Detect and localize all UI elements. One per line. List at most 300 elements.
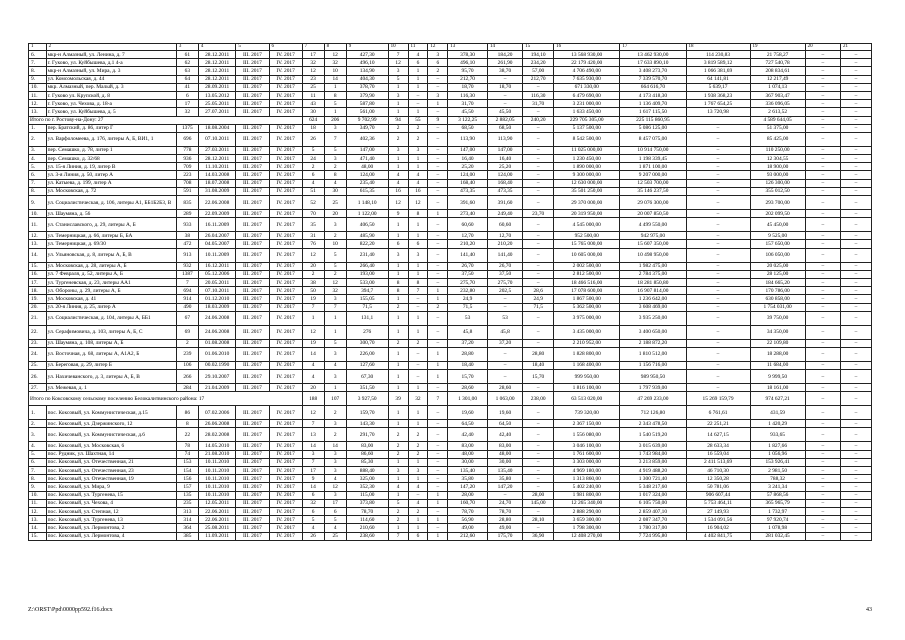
table-cell: 1 [388,370,408,384]
table-cell: 10.11.2010 [198,483,236,491]
table-cell: 932 [176,262,198,270]
table-cell: 4 [408,171,428,179]
table-cell: 25.05.2011 [198,100,236,108]
table-cell: 15 269 159,79 [686,392,750,406]
table-cell: 5 [324,262,346,270]
cell-address: пос. Коксовый, ул. Степная, 12 [46,507,176,515]
table-cell: 64,50 [487,420,522,428]
table-row [29,51,872,59]
cell-index: 8. [29,67,47,75]
table-cell: III. 2017 [236,339,269,347]
table-cell: 27.07.2011 [198,108,236,116]
table-cell: 13.05.2012 [198,91,236,99]
table-cell: 351,50 [346,384,388,392]
table-cell: 473,35 [448,187,488,195]
table-cell: – [523,339,554,347]
cell-address: ул. Тургеневская, д. 23, литеры АА1 [46,278,176,286]
table-cell: – [428,384,448,392]
table-cell: 9 300 000,00 [554,171,620,179]
table-cell: 266 [176,370,198,384]
table-cell: III. 2017 [236,325,269,339]
table-cell: 5 [324,248,346,262]
table-cell: 31,70 [448,100,488,108]
table-cell: 1 [408,262,428,270]
table-cell: 9 702,99 [346,116,388,124]
table-cell: 57,00 [523,67,554,75]
table-cell: 25.08.2011 [198,524,236,532]
table-cell: – [840,458,871,466]
column-number: 5 [236,44,269,51]
table-cell: 12 630 000,00 [554,179,620,187]
column-number: 12 [428,44,448,51]
table-cell: – [428,240,448,248]
table-cell: 12 [302,406,324,420]
cell-index: 13. [29,108,47,116]
table-cell: – [840,51,871,59]
table-cell: 5 [302,146,324,154]
table-cell: – [523,179,554,187]
table-cell: – [805,100,840,108]
table-cell: – [840,507,871,515]
table-cell: 284 [176,384,198,392]
table-cell: – [805,108,840,116]
table-cell: 25 [324,196,346,210]
cell-index: 12. [29,100,47,108]
cell-address: мкр-н Алмазный, ул. Ленина, д. 7 [46,51,176,59]
table-cell: III. 2017 [236,248,269,262]
table-cell: III. 2017 [236,240,269,248]
table-row [29,108,872,116]
table-cell: – [523,155,554,163]
table-cell: – [686,347,750,361]
table-cell: 4 [388,171,408,179]
table-cell: III. 2017 [236,475,269,483]
table-cell: 591 [176,187,198,195]
table-cell: 50 [302,287,324,295]
table-cell: 107 [324,392,346,406]
table-cell: IV. 2017 [269,124,302,132]
table-cell: 5 [302,516,324,524]
table-cell: 3 [388,467,408,475]
table-cell: – [840,406,871,420]
table-row [29,311,872,325]
table-cell: 2 367 150,00 [554,420,620,428]
table-cell: 7 [302,303,324,311]
table-cell: 45 450,00 [750,218,805,232]
table-cell: 28,60 [448,384,488,392]
table-cell: 85,30 [346,458,388,466]
table-cell: 9 999,50 [750,370,805,384]
column-number: 9 [346,44,388,51]
table-cell: 28.12.2011 [198,51,236,59]
table-cell: – [805,59,840,67]
cell-index: 14. [29,524,47,532]
table-cell: 1387 [176,270,198,278]
table-cell: 28 633,34 [686,442,750,450]
page-number: 43 [866,607,872,613]
table-cell: – [805,458,840,466]
table-cell: – [523,124,554,132]
table-row [29,163,872,171]
cell-address: пер. Братский, д. 86, литер Г [46,124,176,132]
table-cell: 45,50 [487,108,522,116]
table-cell: – [805,248,840,262]
table-cell: 2 [408,428,428,442]
column-number: 2 [46,44,176,51]
table-cell: 2 [324,406,346,420]
table-cell: 6 [302,171,324,179]
table-cell: – [408,370,428,384]
table-cell: – [523,384,554,392]
table-cell: IV. 2017 [269,450,302,458]
table-cell: IV. 2017 [269,491,302,499]
table-cell: 12 [324,278,346,286]
table-cell: 15 607 350,00 [620,240,686,248]
table-row [29,450,872,458]
table-cell: – [428,278,448,286]
table-cell: – [805,262,840,270]
table-cell: – [840,325,871,339]
table-cell: IV. 2017 [269,278,302,286]
table-cell: 12 [408,196,428,210]
table-cell: IV. 2017 [269,458,302,466]
table-cell: 8 [408,210,428,218]
cell-address: ул. Станиславского, д. 29, литеры А, Б [46,218,176,232]
table-cell: – [805,116,840,124]
table-cell: – [487,91,522,99]
table-cell: 51 [302,187,324,195]
table-cell: 114,60 [346,516,388,524]
table-cell: 7 [302,458,324,466]
table-cell: 28,00 [523,491,554,499]
table-cell: 156 [176,475,198,483]
table-cell: 3 [324,458,346,466]
column-number: 16 [554,44,620,51]
cell-index: 15. [29,532,47,540]
table-cell: 1 890 000,00 [554,163,620,171]
table-cell: III. 2017 [236,218,269,232]
table-cell: 4 969 180,00 [554,467,620,475]
table-cell: 20 [302,384,324,392]
table-cell: 202 099,50 [750,210,805,218]
table-cell: – [805,295,840,303]
cell-index: 6. [29,51,47,59]
table-cell: 325,00 [346,475,388,483]
cell-index: 17. [29,278,47,286]
table-cell: 16,40 [448,155,488,163]
table-cell: 24 [302,155,324,163]
table-cell: – [523,428,554,442]
table-cell: – [805,384,840,392]
table-cell: – [428,232,448,240]
table-cell: – [805,75,840,83]
table-cell: 32 [302,59,324,67]
table-cell: 1 148,10 [346,196,388,210]
table-cell: 18.03.2009 [198,303,236,311]
table-cell: 157 650,00 [750,240,805,248]
table-cell: – [428,124,448,132]
table-cell: 28.12.2011 [198,75,236,83]
table-cell: III. 2017 [236,532,269,540]
table-cell: 71,5 [346,303,388,311]
table-cell: 273,40 [448,210,488,218]
table-cell: 55 [408,116,428,124]
table-cell: 3 [428,91,448,99]
table-cell: – [523,406,554,420]
table-cell: IV. 2017 [269,51,302,59]
table-cell: – [840,270,871,278]
table-row [29,406,872,420]
table-cell: – [523,108,554,116]
table-cell: 1 063,00 [487,392,522,406]
table-cell: IV. 2017 [269,75,302,83]
table-cell: 5 402 240,00 [554,483,620,491]
table-cell: 95,70 [448,67,488,75]
table-cell: – [523,483,554,491]
registry-table [28,43,872,541]
table-cell: 25 [324,532,346,540]
table-cell: 141,40 [448,248,488,262]
table-cell: 12 350,28 [686,475,750,483]
cell-address: ул. Темерницкая, д. 69/30 [46,240,176,248]
table-cell: 43 [302,100,324,108]
table-cell: 62 [176,59,198,67]
table-cell: IV. 2017 [269,347,302,361]
table-cell: 11.10.2011 [198,163,236,171]
cell-address: ул. Московская, д. 72 [46,187,176,195]
table-cell: 1 754 031,00 [750,303,805,311]
table-cell: 671 330,00 [554,83,620,91]
table-row [29,442,872,450]
table-cell: III. 2017 [236,146,269,154]
table-cell: III. 2017 [236,262,269,270]
column-number: 15 [523,44,554,51]
column-number: 20 [805,44,840,51]
table-cell: 135,40 [487,467,522,475]
table-row [29,171,872,179]
table-cell: 3 241,34 [750,483,805,491]
table-cell: 210,60 [346,524,388,532]
table-cell: III. 2017 [236,163,269,171]
table-cell: – [428,270,448,278]
table-cell: 3 [324,124,346,132]
table-row [29,467,872,475]
table-cell: 12 503 700,00 [620,179,686,187]
table-cell: – [805,370,840,384]
column-number: 6 [269,44,302,51]
cell-address: ул. Комсомольская, д. 44 [46,75,176,83]
table-cell: IV. 2017 [269,524,302,532]
table-cell: 18 281 850,80 [620,278,686,286]
table-cell: – [805,483,840,491]
table-row [29,83,872,91]
table-cell: III. 2017 [236,361,269,369]
table-cell: – [805,179,840,187]
table-row [29,240,872,248]
table-cell: 276 [346,325,388,339]
cell-address: пос. Коксовый, ул. Тургенева, 15 [46,491,176,499]
table-row [29,278,872,286]
table-cell: 93 000,00 [750,171,805,179]
table-cell: – [523,507,554,515]
table-cell: 18 [302,124,324,132]
table-cell: 39 750,00 [750,311,805,325]
table-cell: – [840,384,871,392]
table-cell: 28.12.2011 [198,67,236,75]
table-cell: III. 2017 [236,406,269,420]
table-cell: 261,90 [487,59,522,67]
table-cell: 1 871 100,00 [620,163,686,171]
cell-index: 20. [29,303,47,311]
table-cell: III. 2017 [236,179,269,187]
table-cell: IV. 2017 [269,100,302,108]
table-cell: 11 [302,91,324,99]
table-cell: 8 [388,287,408,295]
column-number: 18 [686,44,750,51]
table-cell: 13 462 930,00 [620,51,686,59]
table-row [29,347,872,361]
table-cell: IV. 2017 [269,83,302,91]
table-cell: 490 [176,303,198,311]
table-cell: 5 [324,100,346,108]
table-cell: 29.10.2007 [198,370,236,384]
table-cell: – [428,467,448,475]
cell-address: ул. 7 Февраля, д. 52, литеры А, Б [46,270,176,278]
table-cell: 16 559,04 [686,450,750,458]
table-cell: 2 188 872,20 [620,339,686,347]
table-cell: 1 230 450,00 [554,155,620,163]
table-cell: – [686,270,750,278]
table-cell: 3 [324,347,346,361]
table-cell: 373,80 [346,499,388,507]
table-cell: 25 [302,83,324,91]
table-cell: 473,35 [487,187,522,195]
table-cell: 78,70 [346,507,388,515]
table-cell: 1 300 721,40 [620,475,686,483]
table-cell: 194,10 [523,51,554,59]
table-cell: – [805,524,840,532]
table-cell: 74 [176,450,198,458]
table-cell: 147,20 [448,483,488,491]
table-cell: III. 2017 [236,303,269,311]
table-cell: 1 122,00 [346,210,388,218]
table-cell: – [840,196,871,210]
table-cell: 223 [176,171,198,179]
cell-address: ул. 3-я Линия, д. 50, литер А [46,171,176,179]
table-cell: – [408,100,428,108]
table-cell: – [840,467,871,475]
table-cell: 3 608 469,00 [620,303,686,311]
table-cell: 266,40 [346,262,388,270]
table-cell: – [805,507,840,515]
table-cell: 1 534 091,56 [686,516,750,524]
table-cell: – [840,116,871,124]
table-cell: 36,90 [523,532,554,540]
table-cell: 20.05.2011 [198,278,236,286]
table-cell: 25,20 [448,163,488,171]
table-cell: 1 767 654,25 [686,100,750,108]
table-cell: 14 627,15 [686,428,750,442]
table-cell: – [523,196,554,210]
table-cell: 561,00 [346,108,388,116]
table-cell: – [840,516,871,524]
cell-address: ул. 15-я Линия, д. 19, литер В [46,163,176,171]
cell-index: 11. [29,218,47,232]
table-cell: III. 2017 [236,384,269,392]
table-cell: 4 402 841,75 [686,532,750,540]
table-cell: 23 [302,75,324,83]
table-cell: 113,90 [448,132,488,146]
table-cell: 1 [408,406,428,420]
table-cell: 4 [302,179,324,187]
table-cell: 1 [388,232,408,240]
table-cell: 7 724 995,80 [620,532,686,540]
table-cell: – [840,108,871,116]
table-cell: 17 [302,51,324,59]
table-cell: – [428,475,448,483]
table-cell: 1 867 500,00 [554,295,620,303]
table-cell: – [686,155,750,163]
table-cell: III. 2017 [236,75,269,83]
table-cell: 1 [408,420,428,428]
table-cell: 6 761,61 [686,406,750,420]
table-cell: 26,70 [448,262,488,270]
table-cell: – [686,163,750,171]
table-cell: 1 [408,311,428,325]
table-cell: 60,60 [487,218,522,232]
table-cell: 94 [388,116,408,124]
table-cell: 53 [487,311,522,325]
table-cell: – [523,146,554,154]
table-cell: 212,60 [448,532,488,540]
table-cell: 28,60 [487,384,522,392]
table-cell: – [523,450,554,458]
table-cell: 12 [388,196,408,210]
table-cell: 116,30 [523,91,554,99]
table-cell: III. 2017 [236,516,269,524]
table-cell: – [487,75,522,83]
table-cell: 16.11.2009 [198,218,236,232]
table-cell: 124,00 [448,171,488,179]
column-number: 11 [408,44,428,51]
table-cell: 18 466 516,00 [554,278,620,286]
table-cell: 30 [302,108,324,116]
table-cell: 2 [176,339,198,347]
table-cell: 41 [176,83,198,91]
table-cell: 2 [324,232,346,240]
table-cell: 5 639,17 [686,83,750,91]
table-row [29,384,872,392]
table-cell: 05.12.2006 [198,270,236,278]
table-cell: – [805,270,840,278]
table-cell: – [487,303,522,311]
table-row [29,499,872,507]
table-cell: 16 904,02 [686,524,750,532]
table-cell: 7 635 930,00 [554,75,620,83]
table-cell: 24,9 [448,295,488,303]
column-number: 13 [448,44,488,51]
table-cell: – [840,483,871,491]
table-cell: – [840,303,871,311]
cell-address: ул. Социалистическая, д. 104, литеры А, ББ1 [46,311,176,325]
table-cell: 1 [388,262,408,270]
table-cell: 2 [408,132,428,146]
table-cell: – [523,467,554,475]
table-cell: – [805,187,840,195]
table-cell: 39 [388,392,408,406]
table-cell: 10.11.2010 [198,491,236,499]
table-cell: 1 633 450,00 [554,108,620,116]
